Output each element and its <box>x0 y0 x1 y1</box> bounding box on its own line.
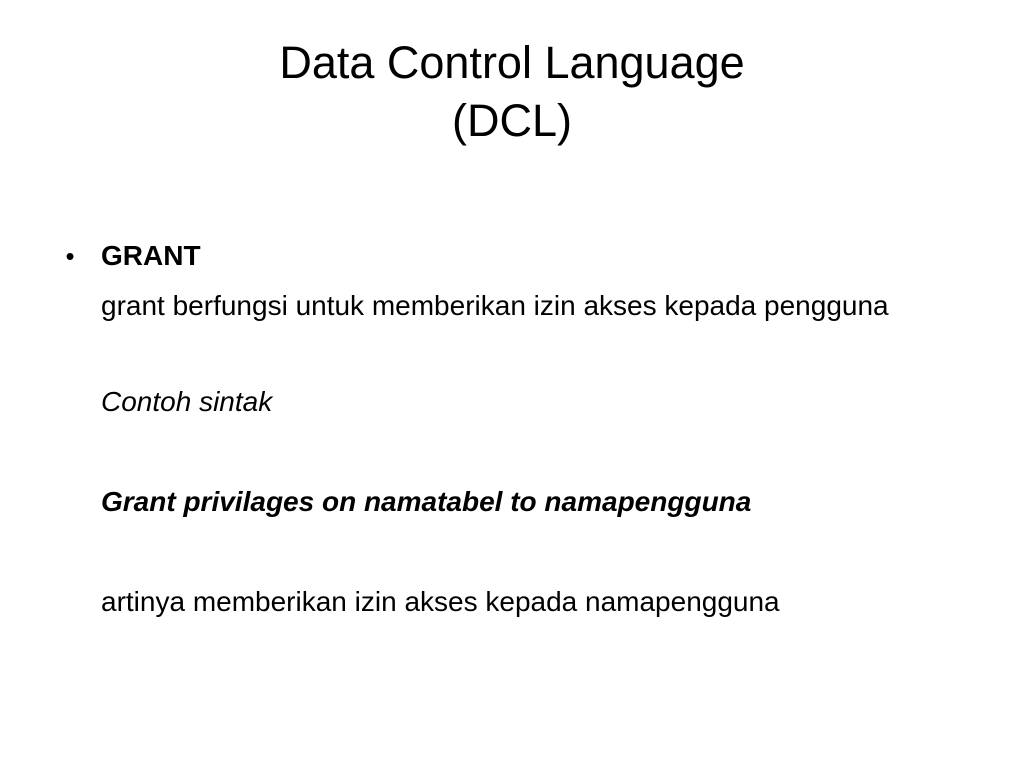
slide-title <box>0 34 1024 150</box>
slide-content <box>58 234 958 622</box>
grant-description: grant berfungsi untuk memberikan izin akses kepada pengguna <box>101 290 889 321</box>
bullet-item-grant <box>58 234 958 278</box>
title-line-2: (DCL) <box>452 95 572 146</box>
syntax-meaning: artinya memberikan izin akses kepada namapengguna <box>101 586 780 617</box>
example-label: Contoh sintak <box>101 386 273 417</box>
title-line-1: Data Control Language <box>279 37 745 88</box>
grant-heading: GRANT <box>101 240 201 271</box>
syntax-example: Grant privilages on namatabel to namapengguna <box>101 486 752 517</box>
bullet-icon: • <box>65 241 75 271</box>
